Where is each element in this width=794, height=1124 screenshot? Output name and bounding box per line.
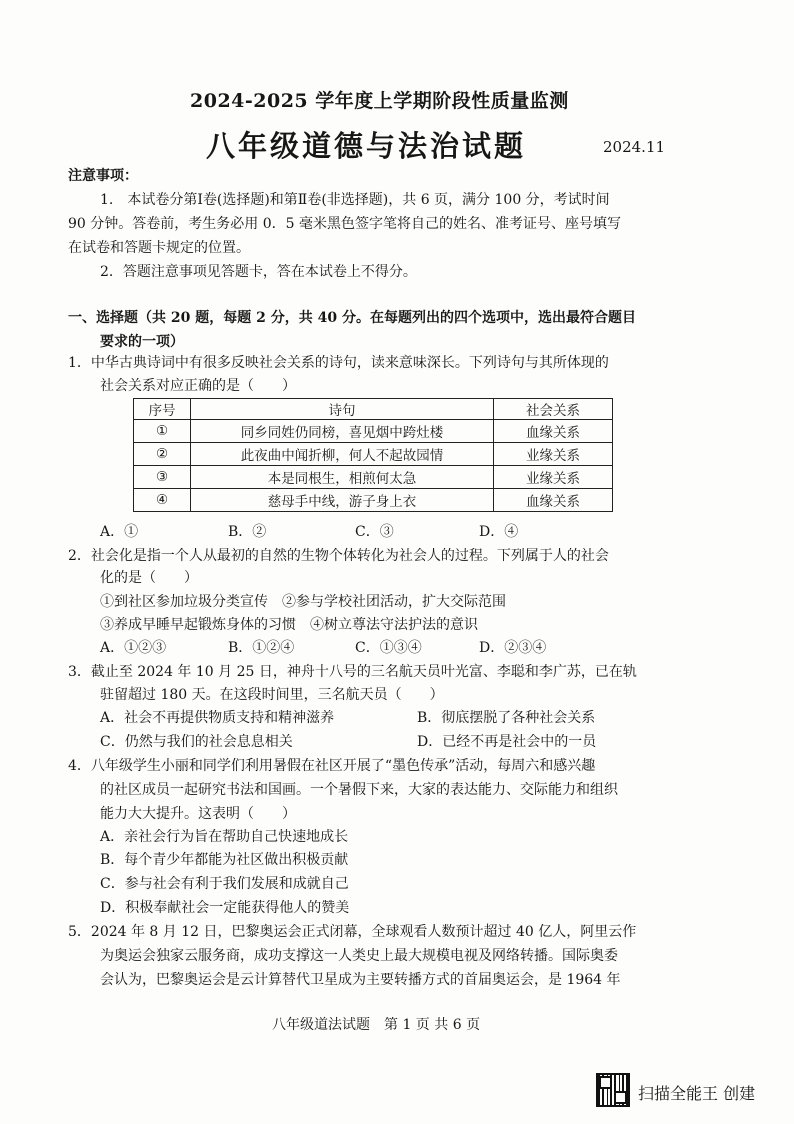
question-2-items: ③养成早睡早起锻炼身体的习惯 ④树立尊法守法护法的意识	[100, 617, 478, 633]
scanner-watermark: 扫描全能王 创建	[638, 1084, 756, 1103]
table-header-row	[134, 399, 613, 420]
option-a: A．社会不再提供物质支持和精神滋养	[100, 710, 335, 726]
table-row	[134, 466, 613, 489]
option-a: A．①	[100, 524, 139, 540]
notice-line: 在试卷和答题卡规定的位置。	[68, 240, 250, 256]
question-5-stem-cont: 为奥运会独家云服务商，成功支撑这一人类史上最大规模电视及网络转播。国际奥委	[100, 948, 618, 964]
option-d: D．④	[479, 524, 519, 540]
question-2-items: ①到社区参加垃圾分类宣传 ②参与学校社团活动，扩大交际范围	[100, 594, 506, 610]
table-cell: ①	[134, 420, 191, 443]
notice-heading: 注意事项：	[68, 168, 138, 184]
exam-series-title: 2024-2025 学年度上学期阶段性质量监测	[190, 90, 569, 112]
table-header: 诗句	[191, 399, 494, 420]
question-1-stem-cont: 社会关系对应正确的是（ ）	[100, 378, 296, 394]
option-c: C．参与社会有利于我们发展和成就自己	[100, 876, 349, 892]
qr-code-icon	[596, 1073, 630, 1107]
option-a: A．①②③	[100, 640, 167, 656]
notice-line: 2．答题注意事项见答题卡，答在本试卷上不得分。	[100, 264, 417, 280]
option-b: B．每个青少年都能为社区做出积极贡献	[100, 852, 349, 868]
question-2-stem-cont: 化的是（ ）	[100, 570, 198, 586]
notice-line: 1. 本试卷分第Ⅰ卷(选择题)和第Ⅱ卷(非选择题)，共 6 页，满分 100 分，考试时间	[100, 192, 610, 208]
question-4-stem-cont: 的社区成员一起研究书法和国画。一个暑假下来，大家的表达能力、交际能力和组织	[100, 782, 618, 798]
option-a: A．亲社会行为旨在帮助自己快速地成长	[100, 829, 349, 845]
question-1-stem: 1．中华古典诗词中有很多反映社会关系的诗句，读来意味深长。下列诗句与其所体现的	[68, 355, 609, 371]
table-cell: ③	[134, 466, 191, 489]
option-d: D．已经不再是社会中的一员	[417, 734, 597, 750]
table-cell: 血缘关系	[494, 489, 613, 512]
table-header: 序号	[134, 399, 191, 420]
option-d: D．积极奉献社会一定能获得他人的赞美	[100, 900, 350, 916]
table-cell: ④	[134, 489, 191, 512]
question-3-stem: 3．截止至 2024 年 10 月 25 日，神舟十八号的三名航天员叶光富、李聪和李广苏，已在轨	[68, 664, 637, 680]
table-cell: 业缘关系	[494, 443, 613, 466]
table-cell: 本是同根生，相煎何太急	[191, 466, 494, 489]
question-5-stem: 5．2024 年 8 月 12 日，巴黎奥运会正式闭幕，全球观看人数预计超过 40 亿人，阿里云作	[68, 924, 637, 940]
option-d: D．②③④	[479, 640, 547, 656]
page-footer: 八年级道法试题 第 1 页 共 6 页	[272, 1017, 481, 1033]
table-cell: 同乡同姓仍同榜，喜见烟中跨灶楼	[191, 420, 494, 443]
question-4-stem: 4．八年级学生小丽和同学们利用暑假在社区开展了“墨色传承”活动，每周六和感兴趣	[68, 758, 596, 774]
question-3-stem-cont: 驻留超过 180 天。在这段时间里，三名航天员（ ）	[100, 687, 444, 703]
table-row	[134, 443, 613, 466]
option-b: B．①②④	[228, 640, 295, 656]
table-row	[134, 489, 613, 512]
option-c: C．①③④	[355, 640, 422, 656]
question-5-stem-cont: 会认为，巴黎奥运会是云计算替代卫星成为主要转播方式的首届奥运会，是 1964 年	[100, 972, 621, 988]
option-b: B．彻底摆脱了各种社会关系	[417, 710, 596, 726]
table-cell: 此夜曲中闻折柳，何人不起故园情	[191, 443, 494, 466]
table-cell: 血缘关系	[494, 420, 613, 443]
poem-table	[133, 398, 613, 512]
table-cell: 业缘关系	[494, 466, 613, 489]
table-row	[134, 420, 613, 443]
exam-date: 2024.11	[603, 138, 666, 156]
option-c: C．③	[355, 524, 394, 540]
section-heading: 一、选择题（共 20 题，每题 2 分，共 40 分。在每题列出的四个选项中，选出最符合题目	[68, 310, 636, 326]
table-cell: ②	[134, 443, 191, 466]
notice-line: 90 分钟。答卷前，考生务必用 0．5 毫米黑色签字笔将自己的姓名、准考证号、座号填写	[68, 216, 621, 232]
question-4-stem-cont: 能力大大提升。这表明（ ）	[100, 806, 296, 822]
table-cell: 慈母手中线，游子身上衣	[191, 489, 494, 512]
section-heading-cont: 要求的一项）	[100, 334, 184, 350]
page-title: 八年级道德与法治试题	[206, 129, 527, 163]
option-b: B．②	[228, 524, 267, 540]
table-header: 社会关系	[494, 399, 613, 420]
question-2-stem: 2．社会化是指一个人从最初的自然的生物个体转化为社会人的过程。下列属于人的社会	[68, 548, 609, 564]
option-c: C．仍然与我们的社会息息相关	[100, 734, 293, 750]
